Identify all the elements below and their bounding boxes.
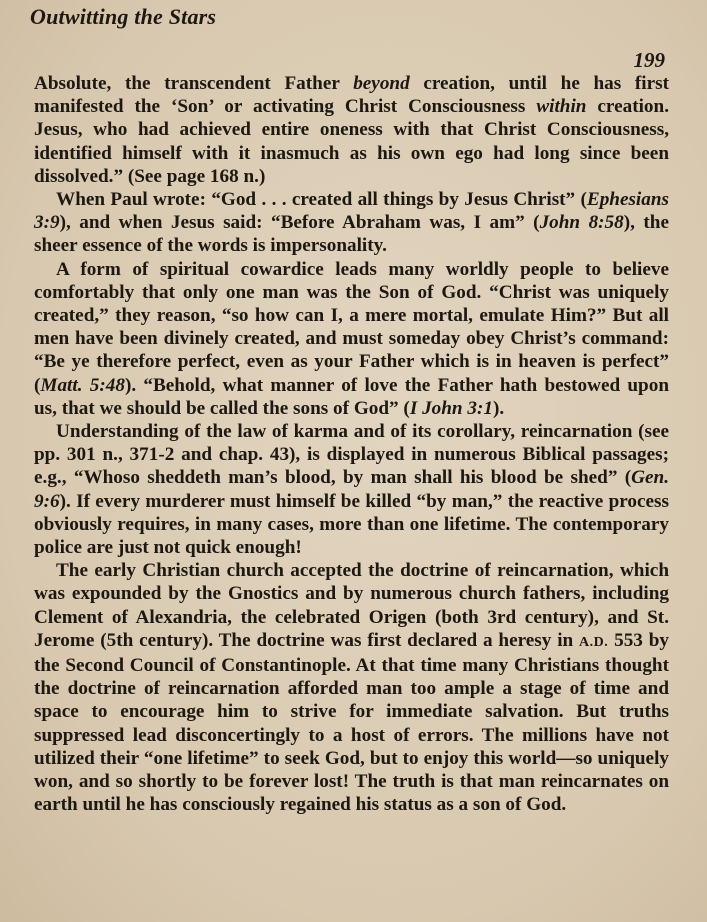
paragraph-1 [34,72,669,188]
italic-text: Gen. 9:6 [34,467,669,512]
text-run: ). “Behold, what manner of love the Father hath bestowed upon us, that we should be called the sons of God” ( [34,374,669,419]
running-title: Outwitting the Stars [30,4,217,29]
page-number: 199 [633,48,665,72]
italic-text: Matt. 5:48 [40,374,125,396]
text-run: Absolute, the transcendent Father [34,73,354,94]
text-run: creation. Jesus, who had achieved entire oneness with that Christ Consciousness, identified himself with it inasmuch as his own ego had long since been dissolved.” (See page 168 n.) [34,96,669,187]
paragraph-3 [34,258,669,420]
italic-text: I John 3:1 [409,397,493,419]
small-caps-text: A.D. [579,634,609,650]
paragraph-4 [34,420,669,559]
text-run: ), and when Jesus said: “Before Abraham was, I am” ( [59,212,540,234]
text-run: ). [492,397,505,419]
text-run: ), the sheer essence of the words is impersonality. [34,212,669,257]
text-run: 553 by the Second Council of Constantinople. At that time many Christians thought the doctrine of reincarnation afforded man too ample a stage of time and space to encourage him to strive for immediate salvation. But truths suppressed lead disconcertingly to a host of errors. The millions have not utilized their “one lifetime” to seek God, but to enjoy this world—so uniquely won, and so shortly to be forever lost! The truth is that man reincarnates on earth until he has consciously regained his status as a son of God. [34,629,669,816]
italic-text: John 8:58 [539,212,624,234]
text-run: Understanding of the law of karma and of its corollary, reincarnation (see pp. 301 n., 371-2 and chap. 43), is displayed in numerous Biblical passages; e.g., “Whoso sheddeth man’s blood, by man shall his blood be shed” ( [34,421,669,489]
text-run: ). If every murderer must himself be killed “by man,” the reactive process obviously requires, in many cases, more than one lifetime. The contemporary police are just not quick enough! [34,490,669,559]
text-run: The early Christian church accepted the doctrine of reincarnation, which was expounded by the Gnostics and by numerous church fathers, including Clement of Alexandria, the celebrated Origen (both 3rd century), and St. Jerome (5th century). The doctrine was first declared a heresy in [34,560,669,651]
text-run: A form of spiritual cowardice leads many worldly people to believe comfortably that only one man was the Son of God. “Christ was uniquely created,” they reason, “so how can I, a mere mortal, emulate Him?” But all men have been divinely created, and must someday obey Christ’s command: “Be ye therefore perfect, even as your Father which is in heaven is perfect” ( [34,258,669,396]
body-text [34,72,669,817]
italic-text: beyond [353,73,410,94]
paragraph-5 [34,559,669,816]
paragraph-2 [34,188,669,258]
text-run: When Paul wrote: “God . . . created all things by Jesus Christ” ( [56,189,587,211]
italic-text: Ephesians 3:9 [34,189,669,234]
italic-text: within [536,96,587,118]
text-run: creation, until he has first manifested the ‘Son’ or activating Christ Consciousness [34,73,669,118]
